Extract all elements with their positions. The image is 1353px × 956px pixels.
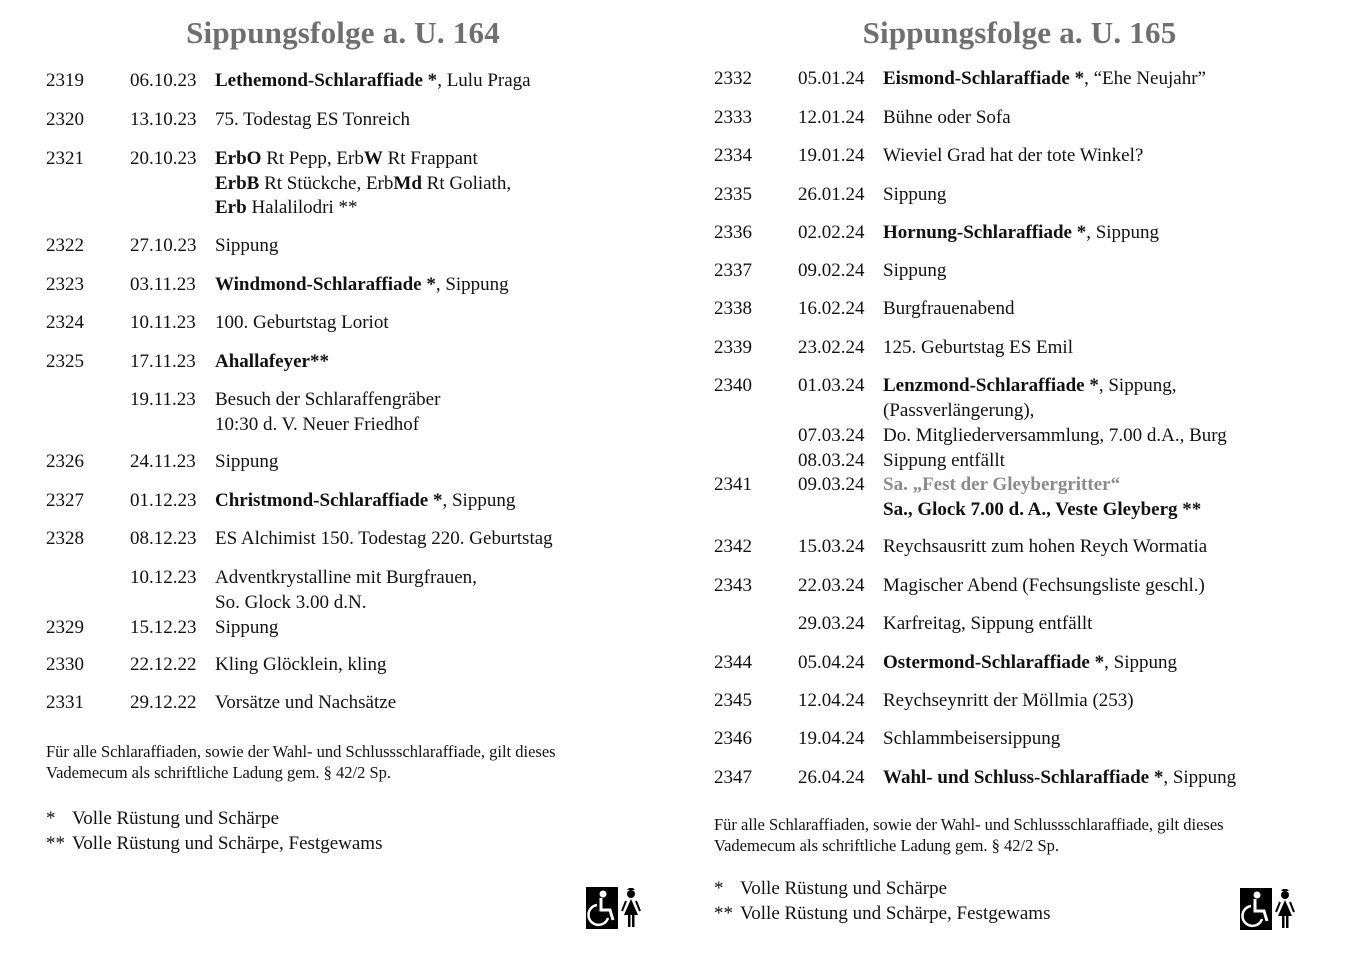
entry-number: 2320 <box>46 109 84 130</box>
text-segment: Sippung <box>215 617 279 638</box>
note-line: Vademecum als schriftliche Ladung gem. § 42/2 Sp. <box>714 836 1060 855</box>
description-line <box>883 297 1015 322</box>
entry-description <box>215 69 531 94</box>
page-title: Sippungsfolge a. U. 165 <box>862 15 1177 50</box>
legend-item <box>714 902 1051 927</box>
entry-date: 17.11.23 <box>130 351 196 372</box>
entry-description <box>883 424 1227 449</box>
entry-date: 13.10.23 <box>130 109 197 130</box>
legend-mark: ** <box>46 832 65 854</box>
entry-number: 2341 <box>714 474 752 495</box>
description-line <box>883 766 1236 791</box>
entry-description <box>883 612 1092 637</box>
entry-description <box>215 566 477 615</box>
entry-number: 2336 <box>714 222 752 243</box>
entry-number: 2322 <box>46 235 84 256</box>
description-line <box>883 144 1143 169</box>
text-segment: So. Glock 3.00 d.N. <box>215 591 367 613</box>
text-segment: Sippung <box>883 184 947 205</box>
text-segment: Sippung <box>883 260 947 281</box>
entry-date: 15.12.23 <box>130 617 197 638</box>
description-line <box>883 221 1159 246</box>
entry-number: 2337 <box>714 260 752 281</box>
entry-description <box>215 691 396 716</box>
description-line <box>883 374 1176 399</box>
entry-date: 01.12.23 <box>130 490 197 511</box>
page-right <box>676 0 1353 956</box>
entry-date: 22.03.24 <box>798 575 865 596</box>
text-segment: , Sippung <box>442 490 516 511</box>
text-segment: Schlammbeisersippung <box>883 728 1061 749</box>
text-segment: Karfreitag, Sippung entfällt <box>883 613 1093 634</box>
entry-date: 29.03.24 <box>798 613 865 634</box>
description-line <box>215 388 440 413</box>
entry-date: 08.12.23 <box>130 528 197 549</box>
entry-date: 15.03.24 <box>798 536 865 557</box>
entry-number: 2344 <box>714 652 752 673</box>
text-segment: Ahallafeyer** <box>215 351 329 372</box>
text-segment: ES Alchimist 150. Todestag 220. Geburtstag <box>215 528 553 549</box>
legend <box>46 807 383 856</box>
description-line <box>215 311 389 336</box>
description-line <box>883 424 1227 449</box>
legend-text: Volle Rüstung und Schärpe <box>740 878 948 899</box>
text-segment: , Lulu Praga <box>437 70 531 91</box>
description-line <box>883 399 1176 424</box>
description-line <box>215 413 440 438</box>
text-segment: Reychsausritt zum hohen Reych Wormatia <box>883 536 1208 557</box>
text-segment: , “Ehe Neujahr” <box>1084 68 1206 89</box>
text-segment: Md <box>393 172 422 194</box>
text-segment: , Sippung <box>1163 767 1237 788</box>
entry-description <box>215 653 387 678</box>
entry-number: 2323 <box>46 274 84 295</box>
description-line <box>215 273 509 298</box>
entry-number: 2329 <box>46 617 84 638</box>
note-line: Für alle Schlaraffiaden, sowie der Wahl- und Schlussschlaraffiade, gilt dieses <box>46 742 556 761</box>
legend-item <box>714 877 1051 902</box>
entry-description <box>883 297 1015 322</box>
entry-date: 23.02.24 <box>798 337 865 358</box>
entry-date: 06.10.23 <box>130 70 197 91</box>
entry-number: 2346 <box>714 728 752 749</box>
entry-description <box>883 374 1176 423</box>
entry-number: 2319 <box>46 70 84 91</box>
wheelchair-woman-icon <box>1240 888 1298 930</box>
description-line <box>215 591 477 616</box>
entry-description <box>883 535 1207 560</box>
entry-date: 05.04.24 <box>798 652 865 673</box>
description-line <box>215 566 477 591</box>
description-line <box>215 653 387 678</box>
text-segment: Vorsätze und Nachsätze <box>215 692 397 713</box>
text-segment: Bühne oder Sofa <box>883 107 1011 128</box>
description-line <box>883 449 1005 474</box>
text-segment: Lethemond-Schlaraffiade * <box>215 70 438 91</box>
entry-description <box>215 234 278 259</box>
entry-description <box>883 259 946 284</box>
entry-number: 2335 <box>714 184 752 205</box>
entry-date: 03.11.23 <box>130 274 196 295</box>
entry-number: 2345 <box>714 690 752 711</box>
text-segment: 10:30 d. V. Neuer Friedhof <box>215 413 420 435</box>
text-segment: Besuch der Schlaraffengräber <box>215 389 441 410</box>
text-segment: , Sippung <box>1104 652 1177 673</box>
entry-description <box>883 449 1005 474</box>
text-segment: Wieviel Grad hat der tote Winkel? <box>883 145 1144 166</box>
entry-number: 2347 <box>714 767 752 788</box>
text-segment: Sippung <box>215 451 279 472</box>
entry-number: 2324 <box>46 312 84 333</box>
description-line <box>883 473 1201 498</box>
text-segment: Windmond-Schlaraffiade * <box>215 274 436 295</box>
entry-date: 05.01.24 <box>798 68 865 89</box>
entry-date: 09.03.24 <box>798 474 865 495</box>
entry-description <box>883 727 1060 752</box>
text-segment: Magischer Abend (Fechsungsliste geschl.) <box>883 575 1205 596</box>
entry-number: 2331 <box>46 692 84 713</box>
description-line <box>883 106 1011 131</box>
description-line <box>883 336 1073 361</box>
entry-number: 2332 <box>714 68 752 89</box>
text-segment: Christmond-Schlaraffiade * <box>215 490 443 511</box>
description-line <box>215 450 278 475</box>
entry-date: 24.11.23 <box>130 451 196 472</box>
text-segment: Sa., Glock 7.00 d. A., Veste Gleyberg ** <box>883 498 1202 520</box>
entry-number: 2325 <box>46 351 84 372</box>
entry-date: 12.01.24 <box>798 107 865 128</box>
entry-date: 19.01.24 <box>798 145 865 166</box>
description-line <box>215 69 531 94</box>
text-segment: 75. Todestag ES Tonreich <box>215 109 411 130</box>
entry-description <box>883 183 946 208</box>
entry-description <box>215 616 278 641</box>
text-segment: , Sippung <box>435 274 509 295</box>
entry-date: 01.03.24 <box>798 375 865 396</box>
text-segment: Halalilodri ** <box>246 197 358 218</box>
text-segment: Kling Glöcklein, kling <box>215 654 387 675</box>
entry-number: 2334 <box>714 145 752 166</box>
text-segment: Sa. „Fest der Gleybergritter“ <box>883 474 1121 495</box>
legend-text: Volle Rüstung und Schärpe, Festgewams <box>740 902 1051 924</box>
entry-description <box>215 311 389 336</box>
text-segment: ErbB <box>215 172 260 194</box>
entry-description <box>883 336 1073 361</box>
legend-mark: ** <box>714 902 733 924</box>
description-line <box>215 234 278 259</box>
entry-description <box>883 144 1143 169</box>
entry-date: 26.04.24 <box>798 767 865 788</box>
text-segment: W <box>363 148 383 169</box>
page-left <box>0 0 676 956</box>
description-line <box>215 616 278 641</box>
entry-date: 20.10.23 <box>130 148 197 169</box>
legend-text: Volle Rüstung und Schärpe <box>72 808 280 829</box>
description-line <box>883 183 946 208</box>
entry-description <box>215 273 509 298</box>
description-line <box>883 535 1207 560</box>
entry-description <box>215 147 511 221</box>
note <box>714 814 1224 856</box>
text-segment: (Passverlängerung), <box>883 399 1035 421</box>
description-line <box>883 574 1205 599</box>
entry-date: 29.12.22 <box>130 692 197 713</box>
description-line <box>215 172 511 197</box>
page-title: Sippungsfolge a. U. 164 <box>186 15 500 50</box>
entry-number: 2333 <box>714 107 752 128</box>
description-line <box>215 350 329 375</box>
entry-number: 2340 <box>714 375 752 396</box>
entry-description <box>215 527 553 552</box>
text-segment: Rt Frappant <box>382 148 478 169</box>
text-segment: Reychseynritt der Möllmia (253) <box>883 690 1134 711</box>
wheelchair-woman-icon <box>586 887 644 929</box>
text-segment: Erb <box>215 197 247 218</box>
entry-description <box>883 689 1134 714</box>
entry-date: 12.04.24 <box>798 690 865 711</box>
text-segment: , Sippung <box>1086 222 1160 243</box>
entry-description <box>883 574 1205 599</box>
entry-description <box>883 473 1201 522</box>
entry-date: 19.11.23 <box>130 389 196 410</box>
entry-date: 27.10.23 <box>130 235 197 256</box>
text-segment: Wahl- und Schluss-Schlaraffiade * <box>883 767 1164 788</box>
entry-number: 2330 <box>46 654 84 675</box>
description-line <box>215 108 410 133</box>
description-line <box>215 527 553 552</box>
note <box>46 741 556 783</box>
entry-description <box>883 766 1236 791</box>
text-segment: Rt Stückche, Erb <box>259 172 394 194</box>
description-line <box>883 689 1134 714</box>
entry-date: 16.02.24 <box>798 298 865 319</box>
entry-date: 10.12.23 <box>130 567 197 588</box>
entry-description <box>883 221 1159 246</box>
description-line <box>215 489 515 514</box>
entry-number: 2327 <box>46 490 84 511</box>
entry-date: 07.03.24 <box>798 425 865 446</box>
entry-description <box>883 651 1177 676</box>
description-line <box>883 67 1206 92</box>
text-segment: Hornung-Schlaraffiade * <box>883 222 1087 243</box>
entry-number: 2326 <box>46 451 84 472</box>
legend-mark: * <box>46 808 56 829</box>
description-line <box>215 691 396 716</box>
entry-description <box>215 388 440 437</box>
text-segment: Do. Mitgliederversammlung, 7.00 d.A., Burg <box>883 425 1227 446</box>
text-segment: Ostermond-Schlaraffiade * <box>883 652 1105 673</box>
entry-number: 2328 <box>46 528 84 549</box>
description-line <box>215 147 511 172</box>
description-line <box>883 612 1092 637</box>
text-segment: Adventkrystalline mit Burgfrauen, <box>215 567 477 588</box>
entry-date: 08.03.24 <box>798 450 865 471</box>
entry-number: 2339 <box>714 337 752 358</box>
entry-number: 2321 <box>46 148 84 169</box>
description-line <box>215 196 511 221</box>
entry-number: 2342 <box>714 536 752 557</box>
note-line: Vademecum als schriftliche Ladung gem. § 42/2 Sp. <box>46 763 392 782</box>
entry-description <box>215 108 410 133</box>
text-segment: 125. Geburtstag ES Emil <box>883 337 1073 358</box>
entry-description <box>215 350 329 375</box>
text-segment: ErbO <box>215 148 262 169</box>
entry-date: 10.11.23 <box>130 312 196 333</box>
description-line <box>883 727 1060 752</box>
text-segment: Eismond-Schlaraffiade * <box>883 68 1085 89</box>
entry-date: 26.01.24 <box>798 184 865 205</box>
description-line <box>883 498 1201 523</box>
text-segment: Sippung entfällt <box>883 450 1005 471</box>
legend-mark: * <box>714 878 724 899</box>
text-segment: Rt Pepp, Erb <box>261 148 364 169</box>
entry-date: 22.12.22 <box>130 654 197 675</box>
text-segment: Sippung <box>215 235 279 256</box>
text-segment: , Sippung, <box>1098 375 1177 396</box>
entry-description <box>883 67 1206 92</box>
entry-number: 2338 <box>714 298 752 319</box>
entry-description <box>215 489 515 514</box>
note-line: Für alle Schlaraffiaden, sowie der Wahl- und Schlussschlaraffiade, gilt dieses <box>714 815 1224 834</box>
text-segment: Lenzmond-Schlaraffiade * <box>883 375 1099 396</box>
entry-description <box>215 450 278 475</box>
entry-date: 09.02.24 <box>798 260 865 281</box>
text-segment: Rt Goliath, <box>421 172 512 194</box>
entry-description <box>883 106 1011 131</box>
description-line <box>883 651 1177 676</box>
legend-item <box>46 832 383 857</box>
description-line <box>883 259 946 284</box>
entry-date: 19.04.24 <box>798 728 865 749</box>
entry-date: 02.02.24 <box>798 222 865 243</box>
legend <box>714 877 1051 926</box>
text-segment: 100. Geburtstag Loriot <box>215 312 389 333</box>
text-segment: Burgfrauenabend <box>883 298 1015 319</box>
entry-number: 2343 <box>714 575 752 596</box>
legend-text: Volle Rüstung und Schärpe, Festgewams <box>72 832 383 854</box>
legend-item <box>46 807 383 832</box>
